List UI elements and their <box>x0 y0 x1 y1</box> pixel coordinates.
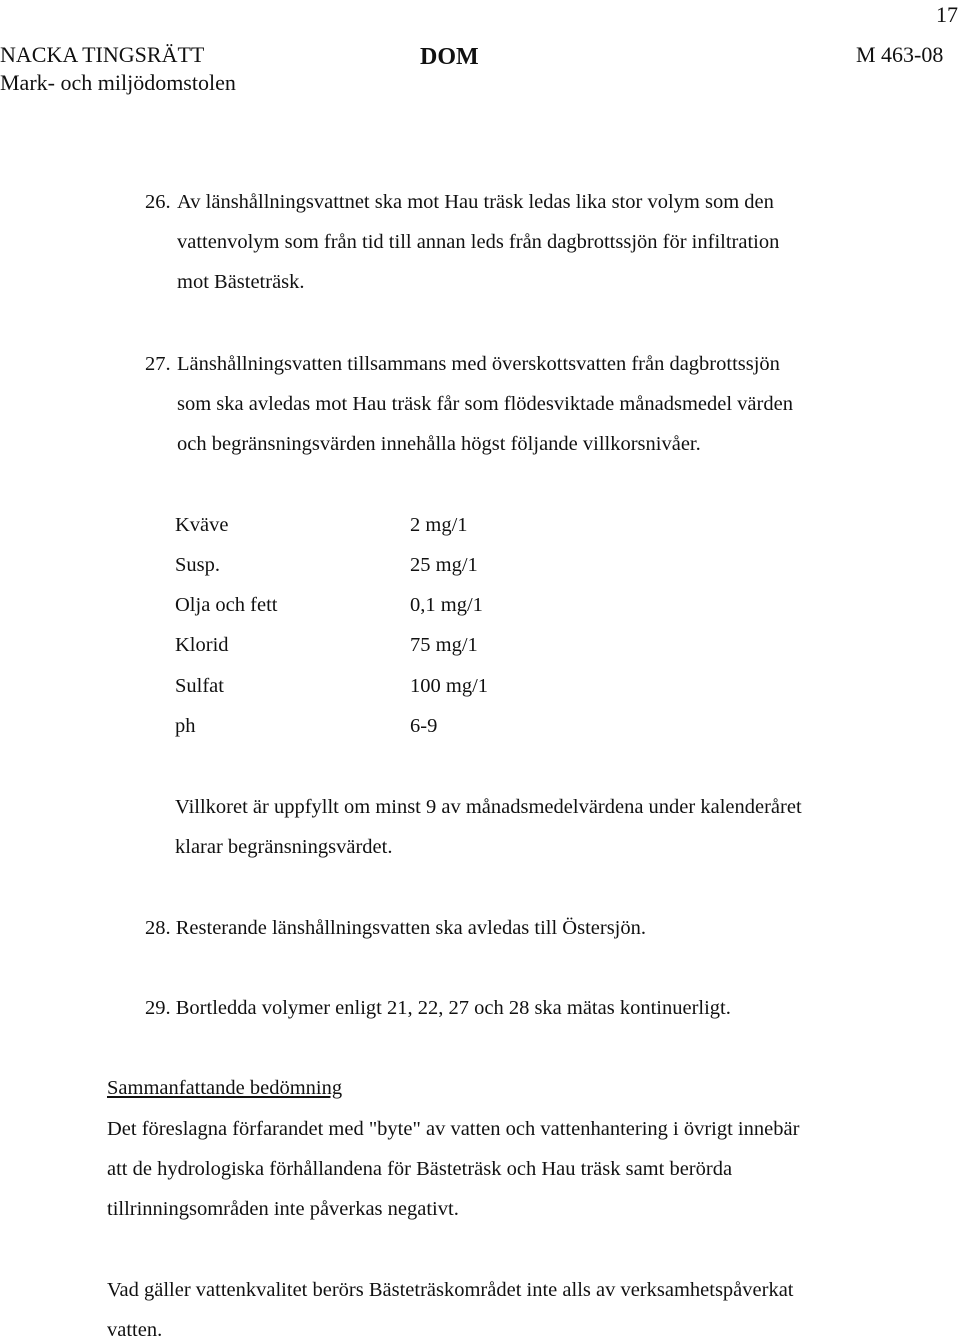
page-number: 17 <box>936 2 958 27</box>
item-29: 29. Bortledda volymer enligt 21, 22, 27 och 28 ska mätas kontinuerligt. <box>145 997 731 1019</box>
limit-parameter: ph <box>175 715 196 737</box>
item-26-line-2: vattenvolym som från tid till annan leds från dagbrottssjön för infiltration <box>177 231 780 253</box>
court-division: Mark- och miljödomstolen <box>0 70 236 95</box>
limit-parameter: Olja och fett <box>175 594 278 616</box>
limit-value: 75 mg/1 <box>410 634 478 656</box>
item-26-line-1: Av länshållningsvattnet ska mot Hau träsk ledas lika stor volym som den <box>177 191 774 213</box>
limit-parameter: Kväve <box>175 514 229 536</box>
summary-para2-line-2: vatten. <box>107 1319 163 1341</box>
item-27-line-3: och begränsningsvärden innehålla högst följande villkorsnivåer. <box>177 433 701 455</box>
summary-para2-line-1: Vad gäller vattenkvalitet berörs Bästeträskområdet inte alls av verksamhetspåverkat <box>107 1279 794 1301</box>
item-27-number: 27. <box>145 353 171 375</box>
item-26-line-3: mot Bästeträsk. <box>177 271 305 293</box>
condition-note-line-2: klarar begränsningsvärdet. <box>175 836 393 858</box>
limit-parameter: Susp. <box>175 554 221 576</box>
summary-para1-line-2: att de hydrologiska förhållandena för Bästeträsk och Hau träsk samt berörda <box>107 1158 733 1180</box>
item-27-line-1: Länshållningsvatten tillsammans med överskottsvatten från dagbrottssjön <box>177 353 780 375</box>
condition-note-line-1: Villkoret är uppfyllt om minst 9 av månadsmedelvärdena under kalenderåret <box>175 796 802 818</box>
item-27-line-2: som ska avledas mot Hau träsk får som flödesviktade månadsmedel värden <box>177 393 793 415</box>
case-number: M 463-08 <box>856 42 944 67</box>
summary-para1-line-3: tillrinningsområden inte påverkas negativt. <box>107 1198 459 1220</box>
limit-parameter: Sulfat <box>175 675 224 697</box>
summary-heading: Sammanfattande bedömning <box>107 1077 343 1099</box>
limit-value: 100 mg/1 <box>410 675 489 697</box>
summary-para1-line-1: Det föreslagna förfarandet med "byte" av vatten och vattenhantering i övrigt innebär <box>107 1118 800 1140</box>
limit-value: 2 mg/1 <box>410 514 468 536</box>
document-type: DOM <box>420 44 479 70</box>
item-26-number: 26. <box>145 191 171 213</box>
court-name: NACKA TINGSRÄTT <box>0 42 205 67</box>
limit-value: 0,1 mg/1 <box>410 594 483 616</box>
item-28: 28. Resterande länshållningsvatten ska avledas till Östersjön. <box>145 917 646 939</box>
limit-parameter: Klorid <box>175 634 229 656</box>
limit-value: 6-9 <box>410 715 438 737</box>
limit-value: 25 mg/1 <box>410 554 478 576</box>
